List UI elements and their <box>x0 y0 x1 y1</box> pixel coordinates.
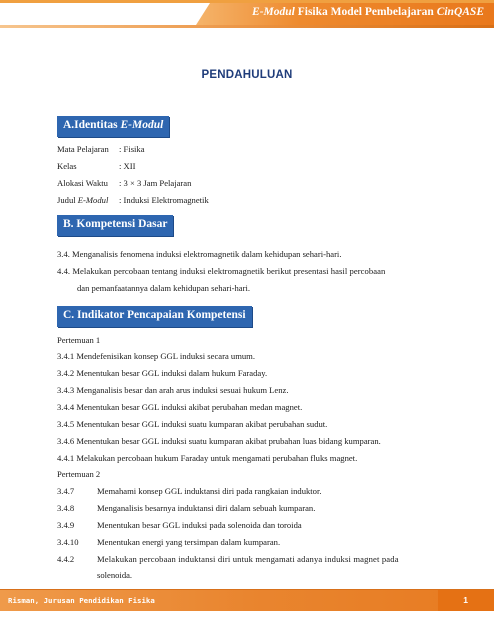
competency-item-continuation: dan pemanfaatannya dalam kehidupan sehari-hari. <box>77 283 250 293</box>
indicator-item: 3.4.1 Mendefenisikan konsep GGL induksi secara umum. <box>57 351 256 361</box>
indicator-text: Menentukan besar GGL induksi pada solenoida dan toroida <box>97 520 302 530</box>
identity-key: Mata Pelajaran <box>57 144 109 154</box>
identity-value: : 3 × 3 Jam Pelajaran <box>119 178 192 188</box>
identity-key-emph: E-Modul <box>77 195 109 205</box>
indicator-number: 3.4.8 <box>57 503 75 513</box>
footer-band <box>0 589 494 611</box>
indicator-item: 3.4.4 Menentukan besar GGL induksi akibat perubahan medan magnet. <box>57 402 303 412</box>
meeting-1-label: Pertemuan 1 <box>57 335 101 345</box>
indicator-text: Menentukan energi yang tersimpan dalam kumparan. <box>97 537 281 547</box>
indicator-text: Memahami konsep GGL induktansi diri pada rangkaian induktor. <box>97 486 322 496</box>
section-b-heading: B. Kompetensi Dasar <box>57 215 173 236</box>
section-c-heading: C. Indikator Pencapaian Kompetensi <box>57 306 252 327</box>
indicator-text: Menganalisis besarnya induktansi diri dalam sebuah kumparan. <box>97 503 316 513</box>
identity-key-prefix: Judul <box>57 195 78 205</box>
footer-author: Risman, Jurusan Pendidikan Fisika <box>8 596 155 605</box>
header-title-emph: E-Modul <box>252 6 295 18</box>
identity-value: : XII <box>119 161 136 171</box>
indicator-text-continuation: solenoida. <box>97 570 133 580</box>
competency-item: 4.4. Melakukan percobaan tentang induksi elektromagnetik berikut presentasi hasil percobaan <box>57 266 386 276</box>
section-a-heading-emph: E-Modul <box>120 119 164 131</box>
section-a-heading <box>57 116 169 137</box>
identity-key: Alokasi Waktu <box>57 178 108 188</box>
identity-value: : Induksi Elektromagnetik <box>119 195 209 205</box>
indicator-item: 4.4.1 Melakukan percobaan hukum Faraday untuk mengamati perubahan fluks magnet. <box>57 453 358 463</box>
meeting-2-label: Pertemuan 2 <box>57 469 101 479</box>
competency-item: 3.4. Menganalisis fenomena induksi elektromagnetik dalam kehidupan sehari-hari. <box>57 249 342 259</box>
indicator-item: 3.4.2 Menentukan besar GGL induksi dalam hukum Faraday. <box>57 368 268 378</box>
header-band <box>0 0 494 28</box>
indicator-number: 4.4.2 <box>57 554 75 564</box>
header-title-rest: Fisika Model Pembelajaran <box>294 6 437 18</box>
indicator-item: 3.4.5 Menentukan besar GGL induksi suatu kumparan akibat perubahan sudut. <box>57 419 328 429</box>
section-a-heading-prefix: A.Identitas <box>63 119 121 131</box>
indicator-number: 3.4.9 <box>57 520 75 530</box>
header-top-edge <box>0 0 494 3</box>
indicator-number: 3.4.10 <box>57 537 79 547</box>
identity-value: : Fisika <box>119 144 145 154</box>
indicator-text: Melakukan percobaan induktansi diri untuk mengamati adanya induksi magnet pada <box>97 554 399 564</box>
indicator-number: 3.4.7 <box>57 486 75 496</box>
indicator-item: 3.4.6 Menentukan besar GGL induksi suatu kumparan akibat prubahan luas bidang kumparan. <box>57 436 381 446</box>
header-title <box>252 6 484 18</box>
identity-key <box>57 195 108 205</box>
header-bottom-edge <box>0 25 494 28</box>
indicator-item: 3.4.3 Menganalisis besar dan arah arus induksi sesuai hukum Lenz. <box>57 385 289 395</box>
page-title: PENDAHULUAN <box>201 69 293 81</box>
header-title-model: CinQASE <box>436 6 484 18</box>
identity-key: Kelas <box>57 161 77 171</box>
page-number: 1 <box>463 595 468 605</box>
